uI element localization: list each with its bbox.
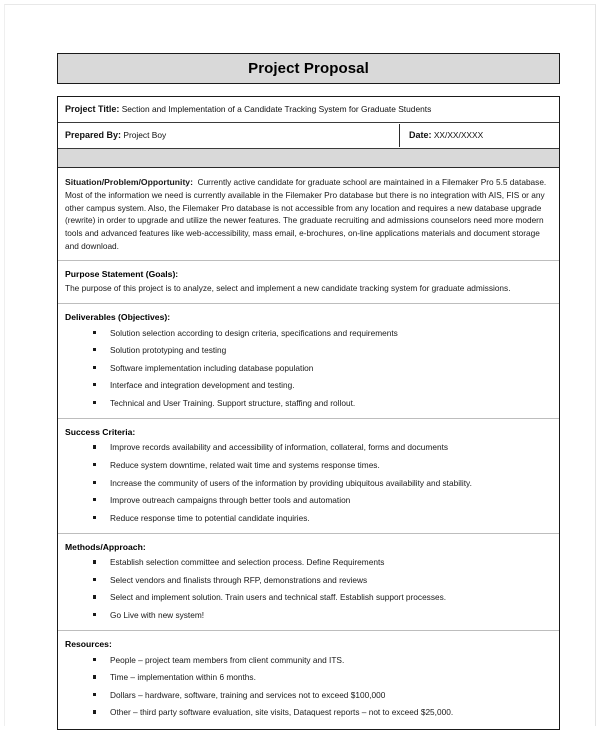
list-item (65, 671, 549, 683)
section-situation (58, 168, 559, 261)
resources-list (65, 654, 549, 719)
list-item-text: Solution prototyping and testing (110, 345, 227, 356)
list-item (65, 556, 549, 568)
purpose-heading: Purpose Statement (Goals): (65, 269, 179, 280)
situation-heading: Situation/Problem/Opportunity: (65, 177, 193, 187)
section-success-criteria (58, 419, 559, 534)
square-bullet-icon (93, 366, 96, 369)
section-resources (58, 631, 559, 729)
proposal-table (57, 96, 560, 730)
methods-heading: Methods/Approach: (65, 541, 146, 552)
list-item (65, 574, 549, 586)
deliverables-list (65, 327, 549, 409)
project-proposal-document (57, 53, 560, 730)
prepared-by-cell (58, 124, 399, 146)
list-item (65, 689, 549, 701)
list-item-text: Time – implementation within 6 months. (110, 672, 256, 683)
square-bullet-icon (93, 613, 96, 616)
project-title-cell (58, 98, 559, 120)
list-item (65, 706, 549, 718)
list-item-text: Interface and integration development and testing. (110, 380, 295, 391)
list-item-text: Select and implement solution. Train users and technical staff. Establish support processes. (110, 592, 447, 603)
square-bullet-icon (93, 710, 96, 713)
list-item-text: Select vendors and finalists through RFP, demonstrations and reviews (110, 574, 368, 585)
list-item-text: Dollars – hardware, software, training and services not to exceed $100,000 (110, 689, 386, 700)
list-item-text: Improve records availability and accessibility of information, collateral, forms and documents (110, 442, 449, 453)
list-item-text: Reduce system downtime, related wait time and systems response times. (110, 459, 380, 470)
section-deliverables (58, 304, 559, 419)
list-item (65, 397, 549, 409)
resources-heading: Resources: (65, 639, 112, 649)
list-item (65, 512, 549, 524)
square-bullet-icon (93, 348, 96, 351)
list-item (65, 379, 549, 391)
square-bullet-icon (93, 578, 96, 581)
list-item-text: Increase the community of users of the information by providing ubiquitous availability and stability. (110, 477, 472, 488)
page-title: Project Proposal (248, 60, 369, 77)
list-item-text: Other – third party software evaluation, site visits, Dataquest reports – not to exceed $25,000. (110, 707, 454, 718)
date-label: Date: (409, 130, 432, 141)
section-methods (58, 534, 559, 631)
prepared-by-row (58, 123, 559, 149)
list-item (65, 327, 549, 339)
list-item (65, 362, 549, 374)
list-item-text: Improve outreach campaigns through better tools and automation (110, 495, 351, 506)
list-item-text: Software implementation including database population (110, 362, 314, 373)
list-item (65, 477, 549, 489)
project-title-label: Project Title: (65, 104, 120, 115)
square-bullet-icon (93, 331, 96, 334)
square-bullet-icon (93, 383, 96, 386)
square-bullet-icon (93, 498, 96, 501)
list-item (65, 609, 549, 621)
square-bullet-icon (93, 445, 96, 448)
deliverables-heading: Deliverables (Objectives): (65, 311, 171, 322)
methods-list (65, 556, 549, 621)
date-value: XX/XX/XXXX (433, 130, 484, 141)
success-criteria-list (65, 441, 549, 523)
square-bullet-icon (93, 658, 96, 661)
situation-body: Currently active candidate for graduate school are maintained in a Filemaker Pro 5.5 database. Most of the information we need is currently available in the Filemaker Pro database but there is no integration with AIS, FIS or any other campus system. Also, the Filemaker Pro database is not accessible from any location and requires a new database upgrade (rewrite) in order to upgrade and utilize the newer features. The graduate recruiting and admissions counselors need more modern tools and advanced features like web-accessibility, mass email, e-brochures, on-line applications materials and document storage and download. (65, 177, 547, 251)
square-bullet-icon (93, 595, 96, 598)
date-cell (399, 124, 559, 146)
gray-spacer-row (58, 149, 559, 168)
square-bullet-icon (93, 463, 96, 466)
prepared-by-value: Project Boy (123, 130, 167, 141)
list-item (65, 591, 549, 603)
square-bullet-icon (93, 481, 96, 484)
list-item-text: Go Live with new system! (110, 609, 205, 620)
list-item (65, 441, 549, 453)
success-criteria-heading: Success Criteria: (65, 426, 136, 437)
list-item (65, 494, 549, 506)
list-item-text: Reduce response time to potential candidate inquiries. (110, 512, 310, 523)
list-item-text: Solution selection according to design criteria, specifications and requirements (110, 327, 398, 338)
prepared-by-label: Prepared By: (65, 130, 122, 141)
list-item (65, 344, 549, 356)
list-item (65, 654, 549, 666)
square-bullet-icon (93, 401, 96, 404)
list-item-text: People – project team members from client community and ITS. (110, 654, 345, 665)
project-title-row (58, 97, 559, 123)
square-bullet-icon (93, 516, 96, 519)
square-bullet-icon (93, 693, 96, 696)
section-purpose (58, 261, 559, 304)
document-title-banner (57, 53, 560, 84)
list-item-text: Technical and User Training. Support structure, staffing and rollout. (110, 397, 356, 408)
list-item-text: Establish selection committee and selection process. Define Requirements (110, 557, 385, 568)
square-bullet-icon (93, 560, 96, 563)
project-title-value: Section and Implementation of a Candidate Tracking System for Graduate Students (121, 104, 432, 115)
purpose-body: The purpose of this project is to analyze, select and implement a new candidate tracking system for graduate admissions. (65, 283, 511, 293)
situation-paragraph (65, 176, 549, 252)
list-item (65, 459, 549, 471)
square-bullet-icon (93, 675, 96, 678)
